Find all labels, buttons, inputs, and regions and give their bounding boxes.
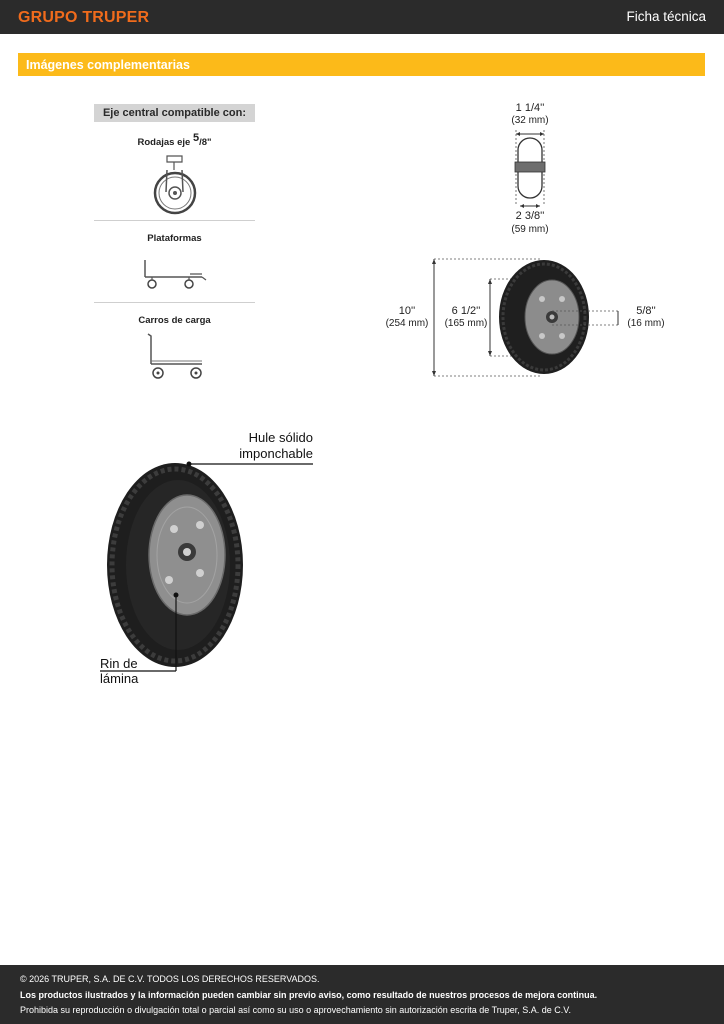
caster-wheel-icon [94,148,255,220]
hand-truck-icon [94,326,255,388]
diameter-rim-mm-label: (165 mm) [444,318,488,329]
wheel-illustration [90,455,350,675]
platform-cart-icon [94,244,255,302]
axle-label: 5/8'' [636,305,656,317]
brand-logo: GRUPO TRUPER [18,9,150,26]
wheel-top-view-diagram [500,126,560,216]
width-inner-label: 2 3/8'' [515,210,545,222]
compatibility-header: Eje central compatible con: [94,104,255,122]
axle-mm-label: (16 mm) [627,318,665,329]
document-type-label: Ficha técnica [626,9,706,24]
diameter-rim-label: 6 1/2'' [451,305,481,317]
compatibility-panel [94,104,255,388]
tire-callout-line2: imponchable [239,446,313,461]
rim-callout: Rin de lámina [100,656,139,686]
wheel-side-view-diagram [430,254,630,384]
footer-copyright: © 2026 TRUPER, S.A. DE C.V. TODOS LOS DERECHOS RESERVADOS. [20,974,320,984]
footer-legal: Prohibida su reproducción o divulgación total o parcial así como su uso o aprovechamiento sin autorización escrita de Truper, S.A. de C.V. [20,1005,571,1015]
width-outer-mm-label: (32 mm) [511,115,549,126]
diameter-outer-label: 10'' [398,305,416,317]
top-header [0,0,724,34]
compat-item-label-plataformas: Plataformas [147,233,202,245]
compat-item-label-carros: Carros de carga [138,315,211,327]
diameter-outer-mm-label: (254 mm) [385,318,429,329]
footer-notice: Los productos ilustrados y la información pueden cambiar sin previo aviso, como resultado de nuestros procesos de mejora continua. [20,990,598,1000]
section-heading-bar [18,53,705,76]
width-inner-mm-label: (59 mm) [511,224,549,235]
section-title: Imágenes complementarias [26,58,190,72]
page-footer [0,965,724,1024]
width-outer-label: 1 1/4'' [515,102,545,114]
compat-item-label-rodajas: Rodajas eje $^5$/8" [137,132,212,149]
tire-callout-line1: Hule sólido [248,430,313,445]
